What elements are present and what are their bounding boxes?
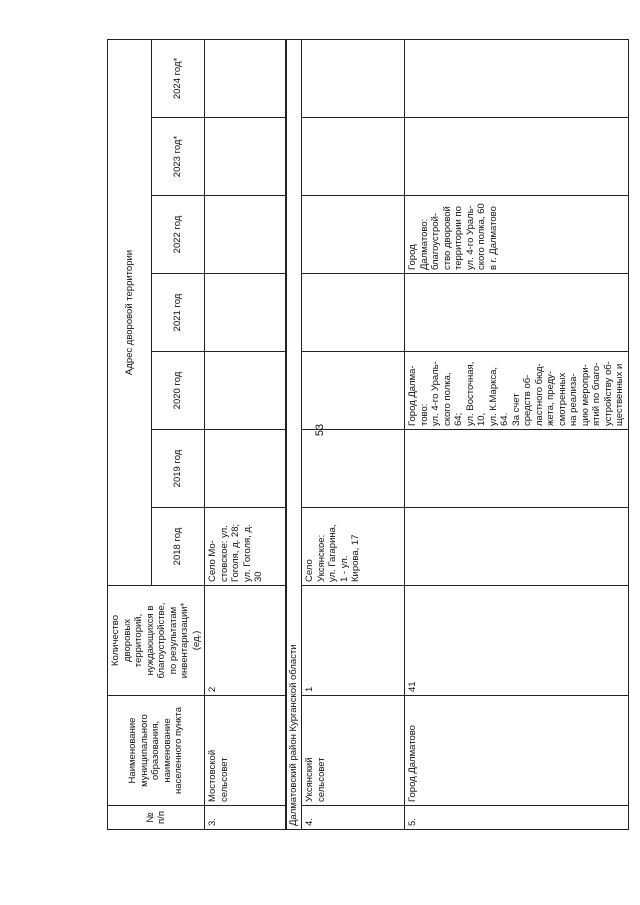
header-year-2021: 2021 год <box>151 274 204 352</box>
row-count: 1 <box>302 586 405 696</box>
cell-2021 <box>405 274 629 352</box>
header-year-2018: 2018 год <box>151 508 204 586</box>
cell-2024 <box>205 39 287 117</box>
table-row <box>302 39 405 829</box>
header-address-group: Адрес дворовой территории <box>108 39 152 585</box>
cell-2018: Село Уксянское: ул. Гагарина, 1 - ул. Кирова, 17 <box>302 508 405 586</box>
cell-2019 <box>205 430 287 508</box>
cell-2023 <box>302 118 405 196</box>
cell-2018 <box>405 508 629 586</box>
page-number: 53 <box>314 423 326 437</box>
row-name: Уксянский сельсовет <box>302 696 405 806</box>
cell-2022: Город Далматово: благоустрой- ство дворовой территории по ул. 4-го Ураль- ского полка, 60 в г. Далматово <box>405 196 629 274</box>
table-row <box>205 39 287 829</box>
cell-2018: Село Мо- стовское: ул. Гоголя, д. 28; ул. Гоголя, д. 30 <box>205 508 287 586</box>
cell-2020: Город Далма- тово: ул. 4-го Ураль- ского полка, 64; ул. Восточная, 10, ул. К.Маркса, 64. За счет средств об- ластного бюд- жета, преду- смотренных на реализа- цию меропри- ятий по благо- устройству об- щественных и <box>405 352 629 430</box>
header-year-2023: 2023 год* <box>151 118 204 196</box>
address-table <box>107 39 629 830</box>
cell-2022 <box>302 196 405 274</box>
cell-2020 <box>205 352 287 430</box>
rotated-table-container <box>107 40 625 830</box>
cell-2021 <box>302 274 405 352</box>
row-count: 41 <box>405 586 629 696</box>
row-num: 4. <box>302 806 405 830</box>
row-count: 2 <box>205 586 287 696</box>
row-name: Мостовской сельсовет <box>205 696 287 806</box>
row-num: 5. <box>405 806 629 830</box>
table-row <box>405 39 629 829</box>
header-num: № п/п <box>108 806 205 830</box>
header-year-2019: 2019 год <box>151 430 204 508</box>
region-row <box>286 39 302 829</box>
cell-2023 <box>405 118 629 196</box>
header-name: Наименование муниципального образования, наименование населенного пункта <box>108 696 205 806</box>
header-year-2020: 2020 год <box>151 352 204 430</box>
header-count: Количество дворовых территорий, нуждающихся в благоустройстве, по результатам инвентаризации* (ед.) <box>108 586 205 696</box>
row-name: Город Далматово <box>405 696 629 806</box>
cell-2020 <box>302 352 405 430</box>
header-year-2022: 2022 год <box>151 196 204 274</box>
cell-2019 <box>302 430 405 508</box>
header-year-2024: 2024 год* <box>151 39 204 117</box>
cell-2021 <box>205 274 287 352</box>
cell-2019 <box>405 430 629 508</box>
cell-2022 <box>205 196 287 274</box>
cell-2024 <box>302 39 405 117</box>
cell-2023 <box>205 118 287 196</box>
region-label: Далматовский район Курганской области <box>286 39 302 829</box>
row-num: 3. <box>205 806 287 830</box>
cell-2024 <box>405 39 629 117</box>
table-sheet <box>107 40 625 830</box>
